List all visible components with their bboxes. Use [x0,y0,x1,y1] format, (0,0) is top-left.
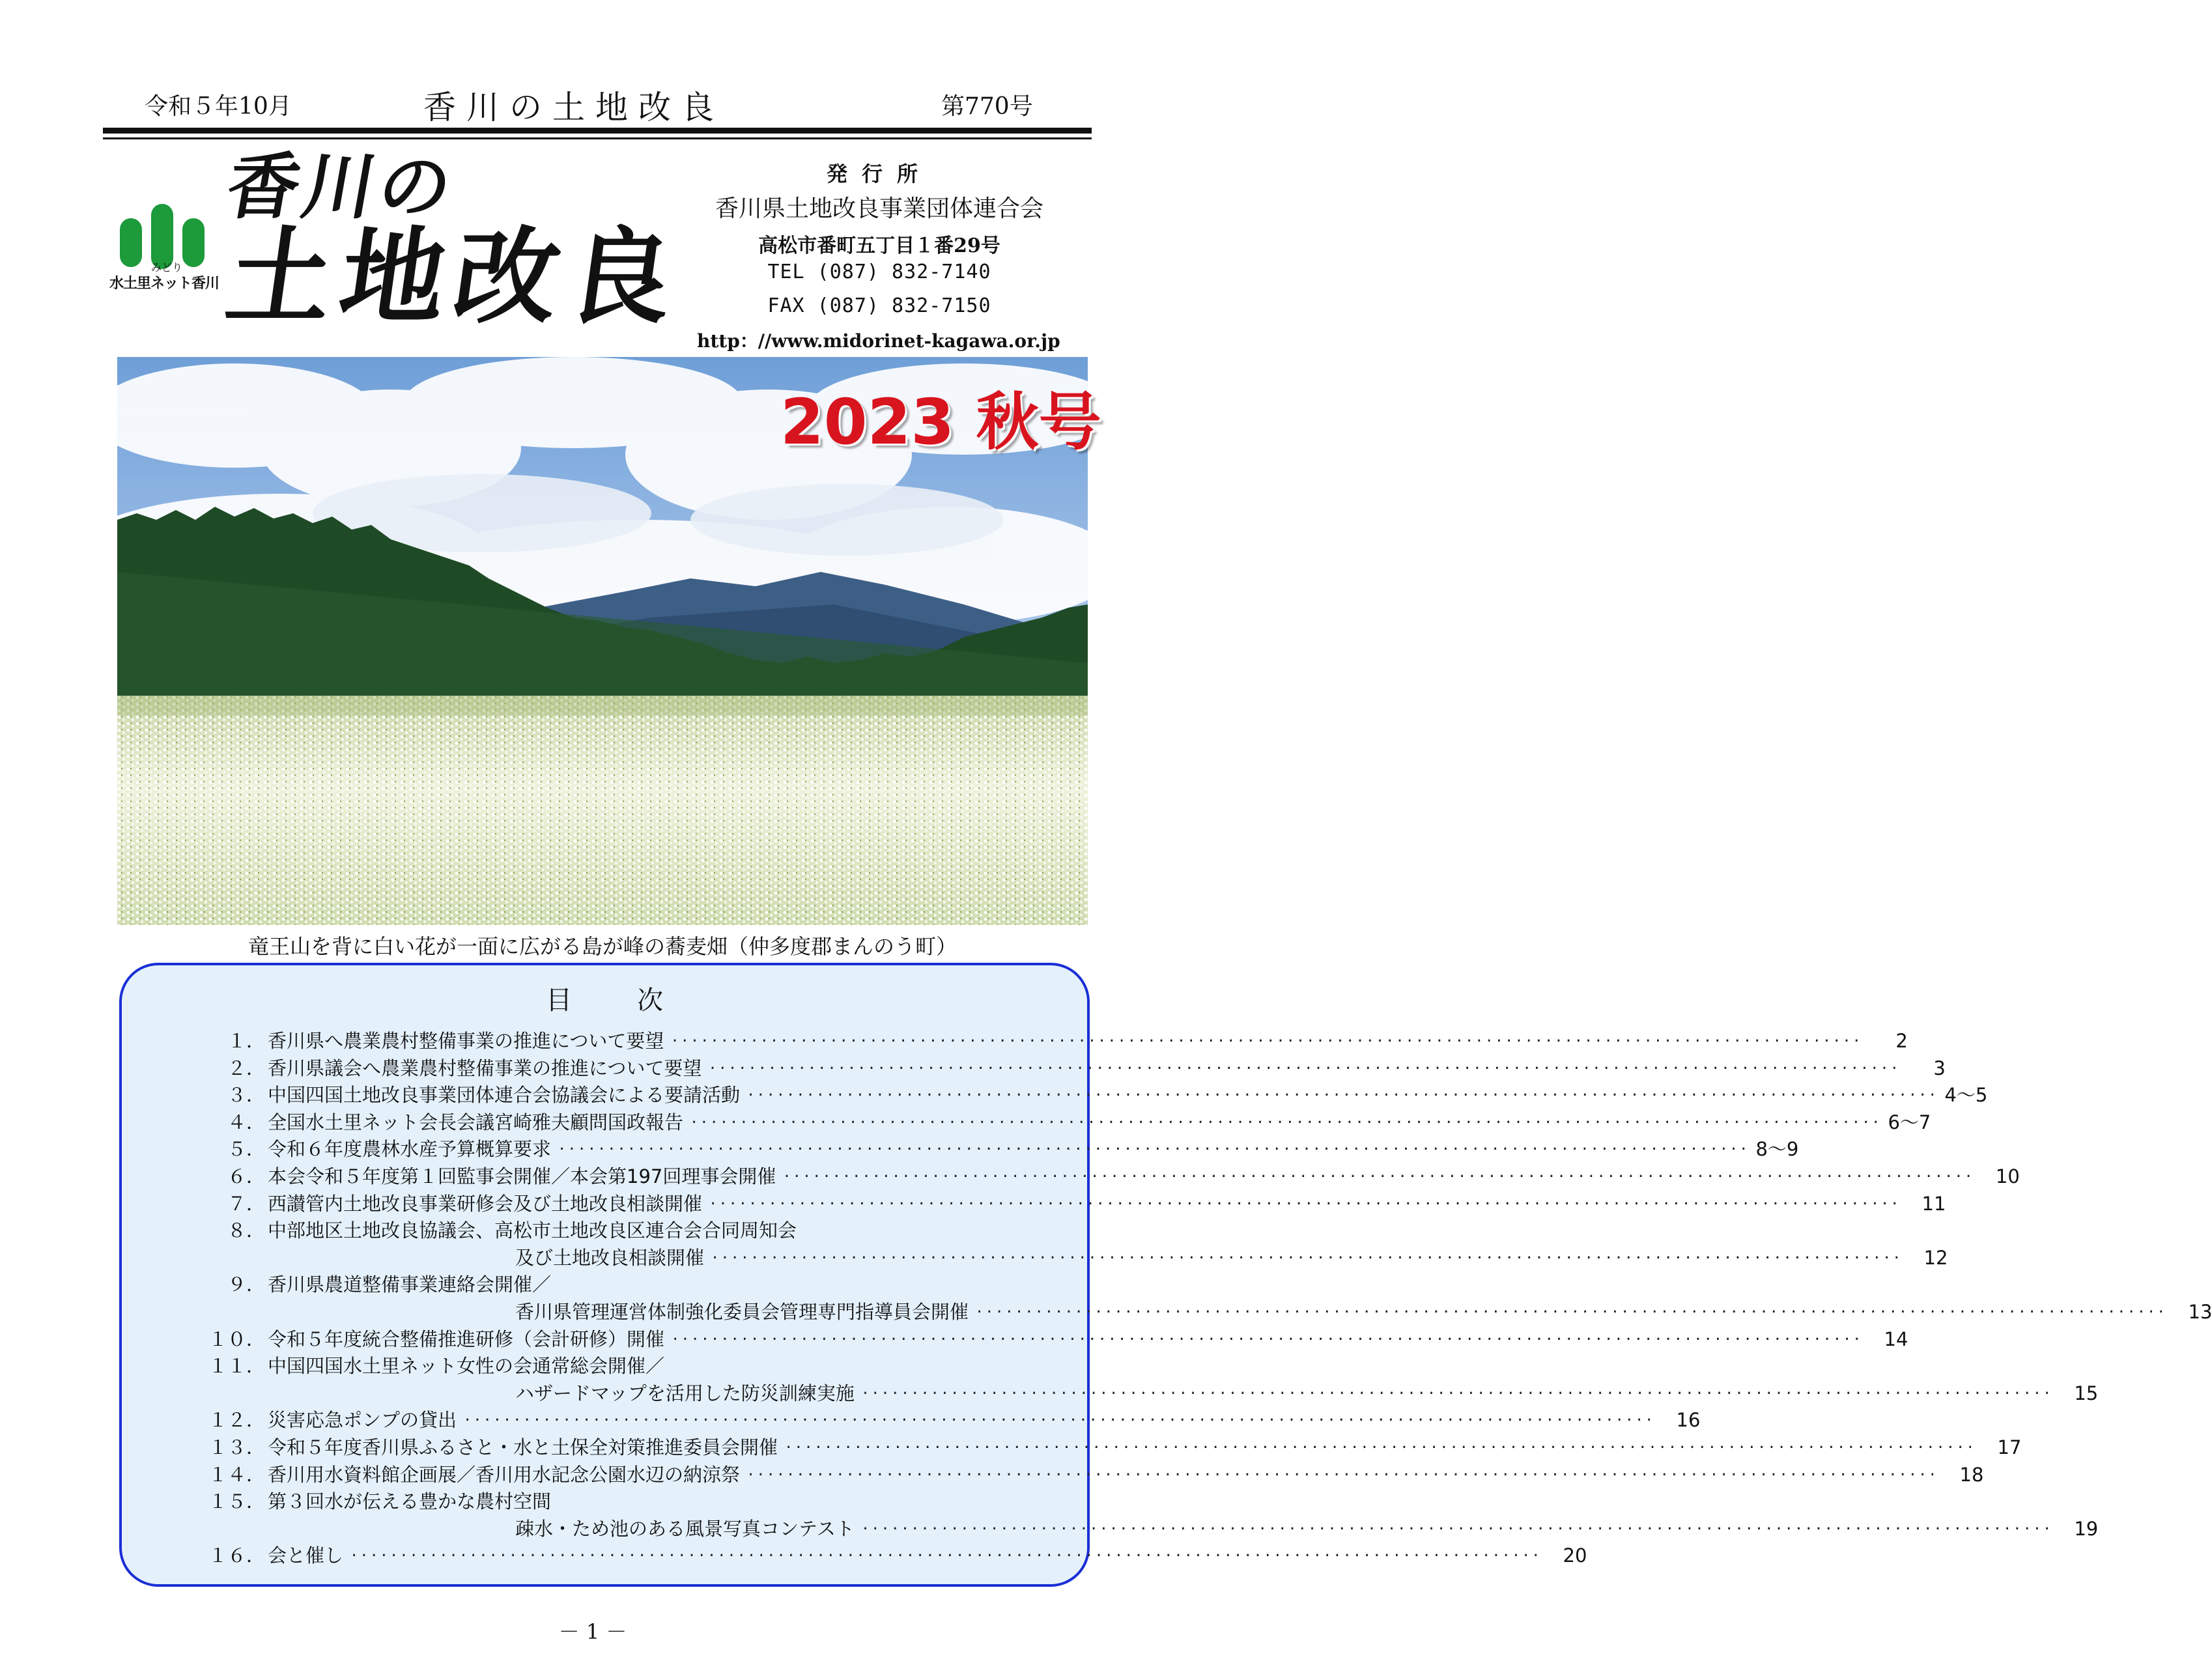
toc-row [167,1245,1948,1272]
toc-row-leader: ························································································································ [709,1195,1901,1212]
header-rule-thin [103,137,1092,139]
toc-row [167,1380,2099,1408]
toc-row-leader: ························································································································ [690,1114,1882,1131]
toc-row-title: 香川県管理運営体制強化委員会管理専門指導員会開催 [515,1300,969,1323]
toc-row [167,1109,1931,1137]
toc-row-page: 10 [1995,1165,2020,1187]
toc-row-title: 及び土地改良相談開催 [515,1246,705,1269]
toc-row-title: 令和５年度香川県ふるさと・水と土保全対策推進委員会開催 [268,1436,778,1458]
season-label: 2023 秋号 [780,386,1101,459]
masthead-line2: 土地改良 [219,216,690,338]
toc-row-page: 13 [2188,1300,2212,1323]
toc-row-page: 3 [1933,1057,1946,1079]
publisher-fax: FAX (087) 832-7150 [767,294,991,317]
toc-row [167,1055,1946,1083]
toc-row-number: １６． [208,1544,265,1567]
toc-row-leader: ························································································································ [671,1331,1863,1348]
toc-row [167,1271,1040,1299]
toc-row-page: 6～7 [1888,1111,1931,1133]
header-issue-number: 第770号 [941,93,1033,120]
logo-subtitle: 水土里ネット香川 [109,276,220,292]
toc-row-number: ４． [227,1111,265,1133]
toc-row-number: １． [227,1030,265,1052]
toc-row-leader: ························································································································ [558,1141,1750,1158]
toc-row-title: 香川県農道整備事業連絡会開催／ [268,1273,552,1296]
toc-row [167,1462,1984,1489]
toc-row-page: 17 [1997,1436,2022,1458]
publisher-org: 香川県土地改良事業団体連合会 [715,195,1043,222]
toc-row-title: 全国水土里ネット会長会議宮崎雅夫顧問国政報告 [268,1111,684,1133]
toc-row-leader: ························································································································ [784,1439,1976,1456]
toc-row-number: ３． [227,1084,265,1107]
toc-row-page: 15 [2074,1382,2099,1404]
toc-row-number: ２． [227,1057,265,1079]
publisher-label: 発行所 [826,162,932,186]
toc-row-number: １４． [208,1463,265,1486]
toc-row-title: 香川県議会へ農業農村整備事業の推進について要望 [268,1057,702,1079]
table-of-contents [119,963,2212,1587]
toc-row [167,1163,2020,1191]
toc-row-page: 12 [1923,1246,1948,1269]
toc-row-title: ハザードマップを活用した防災訓練実施 [515,1382,855,1404]
toc-row-page: 8～9 [1755,1138,1799,1161]
toc-row-number: ８． [227,1219,265,1242]
page-number: － 1 － [558,1619,627,1644]
publisher-tel: TEL (087) 832-7140 [767,261,991,283]
toc-row-title: 会と催し [268,1544,344,1567]
toc-row-title: 西讃管内土地改良事業研修会及び土地改良相談開催 [268,1192,703,1215]
toc-row-page: 20 [1563,1544,1587,1567]
toc-row [167,1136,1799,1163]
toc-row-number: １３． [208,1436,265,1458]
toc-row-title: 本会令和５年度第１回監事会開催／本会第197回理事会開催 [268,1165,776,1187]
toc-row-title: 香川県へ農業農村整備事業の推進について要望 [268,1030,664,1052]
toc-row-number: １１． [208,1355,265,1378]
toc-row-number: １５． [208,1490,265,1513]
toc-row [167,1082,1988,1109]
toc-row-page: 18 [1959,1463,1984,1486]
toc-row-title: 災害応急ポンプの貸出 [268,1409,457,1432]
toc-row-page: 11 [1921,1192,1946,1215]
toc-row-page: 4～5 [1944,1084,1988,1107]
toc-row-number: １２． [208,1409,265,1432]
photo-caption: 竜王山を背に白い花が一面に広がる島が峰の蕎麦畑（仲多度郡まんのう町） [248,934,957,959]
toc-row-title: 中国四国土地改良事業団体連合会協議会による要請活動 [268,1084,741,1107]
masthead-line1: 香川の [220,145,462,229]
header-date: 令和５年10月 [145,93,292,120]
toc-row [167,1353,1040,1380]
toc-row-leader: ························································································································ [860,1385,2053,1402]
toc-row-leader: ························································································································ [463,1412,1655,1429]
toc-row-page: 19 [2074,1517,2099,1540]
toc-row-page: 2 [1895,1030,1908,1052]
toc-row-leader: ························································································································ [746,1466,1938,1483]
toc-list [167,1028,2212,1570]
toc-row-number: ５． [227,1138,265,1161]
toc-row [167,1542,1587,1570]
toc-row-leader: ························································································································ [670,1033,1862,1049]
toc-row [167,1434,2022,1462]
toc-row-page: 14 [1884,1328,1908,1350]
toc-row-leader: ························································································································ [860,1520,2053,1537]
publisher-address: 高松市番町五丁目１番29号 [758,234,1000,257]
toc-row-number: ６． [227,1165,265,1187]
toc-row-leader: ························································································································ [708,1060,1900,1077]
header-rule-thick [103,128,1092,134]
toc-row [167,1217,1040,1245]
toc-row [167,1028,1908,1055]
toc-row-leader: ························································································································ [746,1087,1938,1104]
logo-furigana: みどり [151,261,183,274]
header-title: 香川の土地改良 [423,89,724,126]
toc-row [167,1516,2099,1543]
toc-row [167,1191,1946,1218]
toc-heading: 目次 [546,986,728,1016]
toc-row-leader: ························································································································ [975,1303,2167,1320]
toc-row-title: 中部地区土地改良協議会、高松市土地改良区連合会合同周知会 [268,1219,797,1242]
toc-row-number: ９． [227,1273,265,1296]
toc-row-page: 16 [1676,1409,1701,1432]
toc-row-leader: ························································································································ [350,1548,1542,1565]
toc-row-title: 疎水・ため池のある風景写真コンテスト [515,1517,855,1540]
toc-row [167,1407,1701,1434]
toc-row-title: 中国四国水土里ネット女性の会通常総会開催／ [268,1355,665,1378]
toc-row-number: １０． [208,1328,265,1350]
toc-row-title: 令和５年度統合整備推進研修（会計研修）開催 [268,1328,665,1350]
toc-row-number: ７． [227,1192,265,1215]
toc-row-leader: ························································································································ [711,1249,1903,1266]
publisher-url: http：//www.midorinet-kagawa.or.jp [697,330,1060,352]
toc-row-leader: ························································································································ [782,1168,1974,1185]
toc-row-title: 香川用水資料館企画展／香川用水記念公園水辺の納涼祭 [268,1463,741,1486]
toc-row-title: 令和６年度農林水産予算概算要求 [268,1138,552,1161]
toc-row [167,1326,1908,1354]
toc-row [167,1488,1040,1516]
toc-row [167,1299,2212,1326]
toc-row-title: 第３回水が伝える豊かな農村空間 [268,1490,552,1513]
